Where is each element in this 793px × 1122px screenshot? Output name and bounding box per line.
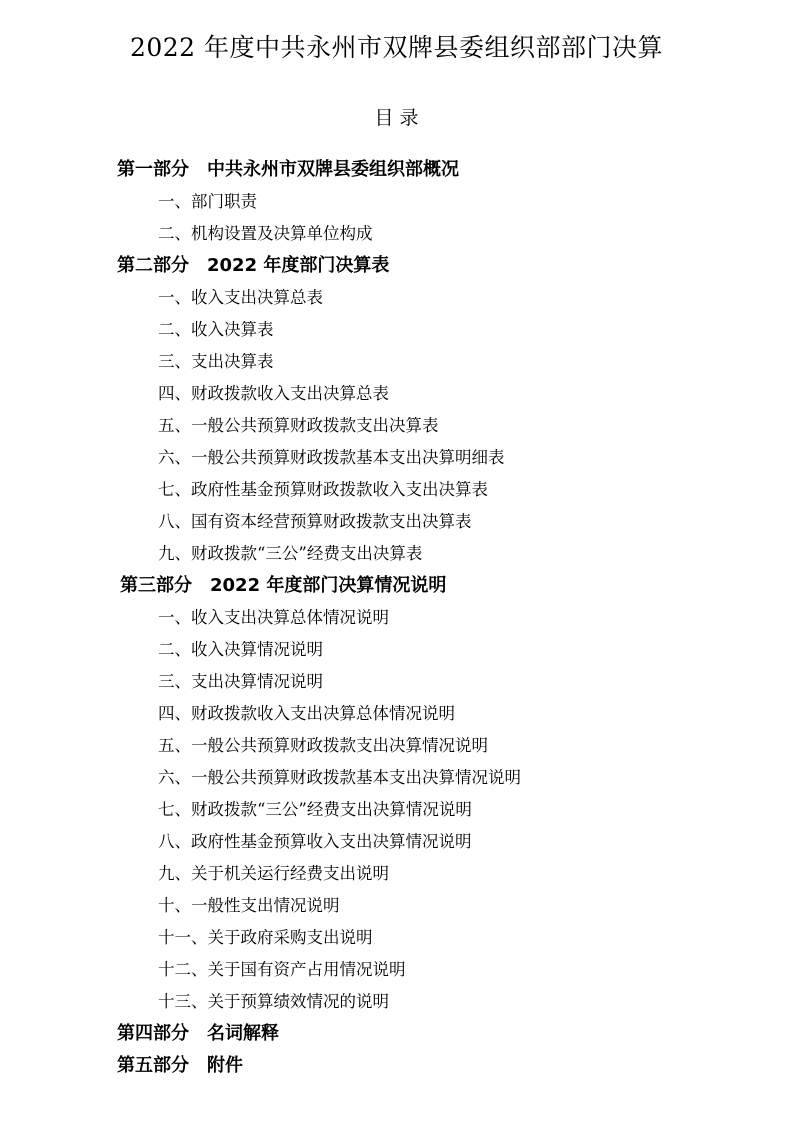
toc-item: 四、财政拨款收入支出决算总体情况说明 — [158, 704, 455, 723]
document-title: 2022 年度中共永州市双牌县委组织部部门决算 — [129, 33, 664, 62]
toc-item: 一、收入支出决算总表 — [158, 288, 323, 307]
toc-item: 二、收入决算情况说明 — [158, 640, 323, 659]
toc-item-list — [0, 186, 793, 250]
toc-item: 九、财政拨款“三公”经费支出决算表 — [158, 544, 423, 563]
toc-part-heading — [0, 570, 793, 602]
toc-part-heading — [0, 154, 793, 186]
toc-part-label: 第一部分 — [117, 159, 189, 180]
toc-part-label: 第五部分 — [117, 1055, 189, 1076]
toc-part-heading — [0, 250, 793, 282]
toc-item: 十三、关于预算绩效情况的说明 — [158, 992, 389, 1011]
toc-part-1 — [0, 154, 793, 250]
toc-part-title: 2022 年度部门决算表 — [207, 255, 390, 276]
toc-part-label: 第四部分 — [117, 1023, 189, 1044]
toc-item: 一、收入支出决算总体情况说明 — [158, 608, 389, 627]
toc-part-title: 附件 — [207, 1055, 243, 1076]
table-of-contents — [0, 154, 793, 1082]
toc-part-5 — [0, 1050, 793, 1082]
toc-part-heading — [0, 1018, 793, 1050]
toc-item-list — [0, 282, 793, 570]
toc-part-title: 2022 年度部门决算情况说明 — [210, 575, 447, 596]
toc-item: 五、一般公共预算财政拨款支出决算表 — [158, 416, 439, 435]
toc-item: 三、支出决算情况说明 — [158, 672, 323, 691]
toc-item: 十一、关于政府采购支出说明 — [158, 928, 373, 947]
toc-item: 四、财政拨款收入支出决算总表 — [158, 384, 389, 403]
toc-item: 八、国有资本经营预算财政拨款支出决算表 — [158, 512, 472, 531]
toc-item: 二、机构设置及决算单位构成 — [158, 224, 373, 243]
toc-part-2 — [0, 250, 793, 570]
toc-item: 三、支出决算表 — [158, 352, 274, 371]
toc-item: 十二、关于国有资产占用情况说明 — [158, 960, 406, 979]
toc-part-title: 中共永州市双牌县委组织部概况 — [207, 159, 459, 180]
toc-item: 六、一般公共预算财政拨款基本支出决算明细表 — [158, 448, 505, 467]
toc-part-3 — [0, 570, 793, 1018]
toc-item: 九、关于机关运行经费支出说明 — [158, 864, 389, 883]
toc-item: 七、政府性基金预算财政拨款收入支出决算表 — [158, 480, 488, 499]
toc-item: 八、政府性基金预算收入支出决算情况说明 — [158, 832, 472, 851]
toc-item: 六、一般公共预算财政拨款基本支出决算情况说明 — [158, 768, 521, 787]
toc-heading: 目 录 — [374, 107, 419, 129]
toc-item: 二、收入决算表 — [158, 320, 274, 339]
toc-item: 五、一般公共预算财政拨款支出决算情况说明 — [158, 736, 488, 755]
toc-part-title: 名词解释 — [207, 1023, 279, 1044]
toc-part-label: 第三部分 — [120, 575, 192, 596]
toc-part-heading — [0, 1050, 793, 1082]
toc-part-4 — [0, 1018, 793, 1050]
toc-item: 十、一般性支出情况说明 — [158, 896, 340, 915]
toc-item: 七、财政拨款“三公”经费支出决算情况说明 — [158, 800, 472, 819]
toc-part-label: 第二部分 — [117, 255, 189, 276]
toc-item: 一、部门职责 — [158, 192, 257, 211]
toc-item-list — [0, 602, 793, 1018]
